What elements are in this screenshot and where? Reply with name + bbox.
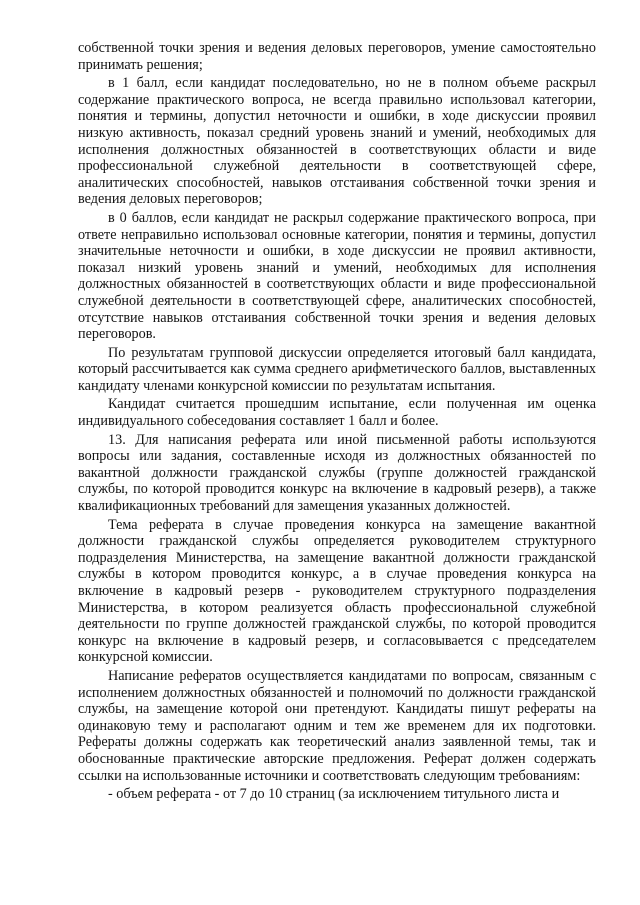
paragraph-score-1: в 1 балл, если кандидат последовательно, но не в полном объеме раскрыл содержание практического вопроса, не всегда правильно использовал категории, понятия и термины, допустил неточности и ошибки, в ходе дискуссии проявил низкую активность, показал средний уровень знаний и умений, необходимых для исполнения должностных обязанностей в соответствующих области и виде профессиональной служебной деятельности в соответствующей сфере, аналитических способностей, навыков отстаивания собственной точки зрения и ведения деловых переговоров; <box>78 75 596 208</box>
paragraph-essay-volume: - объем реферата - от 7 до 10 страниц (за исключением титульного листа и <box>108 786 560 803</box>
paragraph-discussion-result: По результатам групповой дискуссии определяется итоговый балл кандидата, который рассчитывается как сумма среднего арифметического баллов, выставленных кандидату членами конкурсной комиссии по результатам испытания. <box>78 344 596 394</box>
paragraph-passed-criteria: Кандидат считается прошедшим испытание, если полученная им оценка индивидуального собеседования составляет 1 балл и более. <box>78 396 596 430</box>
paragraph-score-0: в 0 баллов, если кандидат не раскрыл содержание практического вопроса, при ответе неправильно использовал основные категории, понятия и термины, допустил значительные неточности и ошибки, в ходе дискуссии не проявил активности, показал низкий уровень знаний и умений, необходимых для исполнения должностных обязанностей в соответствующих области и виде профессиональной служебной деятельности в соответствующей сфере, аналитических способностей, отсутствие навыков отстаивания собственной точки зрения и ведения деловых переговоров. <box>78 209 596 343</box>
paragraph-essay-topic: Тема реферата в случае проведения конкурса на замещение вакантной должности гражданской службы определяется руководителем структурного подразделения Министерства, на замещение вакантной должности гражданской службы в котором проводится конкурс, а в случае проведения конкурса на включение в кадровый резерв - руководителем структурного подразделения Министерства, в котором реализуется область профессиональной служебной деятельности по группе должностей гражданской службы, по которой проводится конкурс на включение в кадровый резерв, и согласовывается с председателем конкурсной комиссии. <box>78 516 596 666</box>
paragraph-continued: собственной точки зрения и ведения деловых переговоров, умение самостоятельно принимать решения; <box>78 40 596 73</box>
paragraph-essay-writing: Написание рефератов осуществляется кандидатами по вопросам, связанным с исполнением должностных обязанностей и полномочий по должности гражданской службы, на замещение которой они претендуют. Кандидаты пишут рефераты на одинаковую тему и располагают одним и тем же временем для их подготовки. Рефераты должны содержать как теоретический анализ заявленной темы, так и обоснованные практические авторские предложения. Реферат должен содержать ссылки на использованные источники и соответствовать следующим требованиям: <box>78 667 596 784</box>
paragraph-item-13: 13. Для написания реферата или иной письменной работы используются вопросы или задания, составленные исходя из должностных обязанностей по вакантной должности гражданской службы (группе должностей гражданской службы, по которой проводится конкурс на включение в кадровый резерв), а также квалификационных требований для замещения указанных должностей. <box>78 431 596 515</box>
